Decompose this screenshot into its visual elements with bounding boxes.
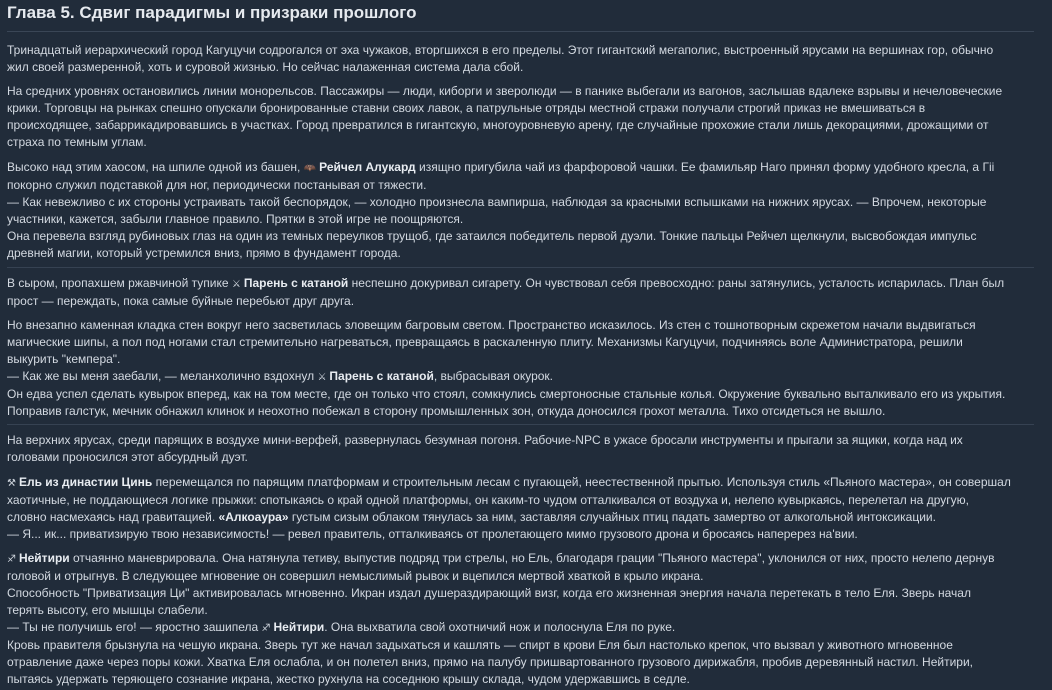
paragraph-city-intro (7, 42, 1032, 76)
text-line: В сыром, пропахшем ржавчиной тупике ⚔ Парень с катаной неспешно докуривал сигарету. Он чувствовал себя превосходно: раны затянулись, усталость испарилась. План был (7, 275, 1032, 293)
text-line: Он едва успел сделать кувырок вперед, как на том месте, где он только что стоял, сомкнулись смертоносные стальные колья. Окружение буквально выталкивало его из укрытия. (7, 387, 1006, 401)
bow-icon: ♐ (7, 554, 16, 565)
character-name-rachel: Рейчел Алукард (319, 160, 416, 174)
text-line: пытаясь удержать теряющего сознание икрана, жестко рухнула на соседнюю крышу склада, чудом удержавшись в седле. (7, 672, 690, 686)
paragraph-walls-glow (7, 317, 1032, 420)
text-line: На средних уровнях остановились линии монорельсов. Пассажиры — люди, киборги и зверолюди — в панике выбегали из вагонов, заслышав вдалеке взрывы и нечеловеческие (7, 84, 1003, 98)
text-line: крики. Торговцы на рынках спешно опускали бронированные ставни своих лавок, а патрульные отряды местной стражи получали строгий приказ не вмешиваться в (7, 101, 926, 115)
character-name-neytiri: Нейтири (18, 551, 70, 565)
text-line: ♐ Нейтири отчаянно маневрировала. Она натянула тетиву, выпустив подряд три стрелы, но Ель, благодаря грации "Пьяного мастера", уклонился от них, просто нелепо дернув (7, 550, 1032, 568)
text-line: Высоко над этим хаосом, на шпиле одной из башен, 🦇 Рейчел Алукард изящно пригубила чай из фарфоровой чашки. Ее фамильяр Наго принял форму удобного кресла, а Гii (7, 159, 1032, 177)
text-line: терять высоту, его мышцы слабели. (7, 603, 208, 617)
text-line: — Я... ик... приватизирую твою независимость! — ревел правитель, отталкиваясь от пролетающего мимо грузового дрона и бросаясь наперерез на'вии. (7, 527, 858, 541)
title-divider (7, 31, 1034, 32)
text-line: покорно служил подставкой для ног, периодически постанывая от тяжести. (7, 178, 427, 192)
character-name-neytiri: Нейтири (273, 620, 325, 634)
character-name-katana: Парень с катаной (329, 369, 434, 383)
paragraph-shipyards (7, 432, 1032, 466)
paragraph-neytiri (7, 550, 1032, 688)
character-name-elder: Ель из династии Цинь (18, 475, 153, 489)
text-line: — Как же вы меня заебали, — меланхолично вздохнул ⚔ Парень с катаной, выбрасывая окурок. (7, 368, 1032, 386)
skill-name-alcoaura: «Алкоаура» (218, 510, 289, 524)
section-divider (7, 267, 1034, 268)
text-line: выкурить "кемпера". (7, 352, 121, 366)
text-line: древней магии, который устремился вниз, прямо в фундамент города. (7, 246, 401, 260)
staff-icon: ⚒ (7, 478, 16, 489)
text-line: Способность "Приватизация Ци" активировалась мгновенно. Икран издал душераздирающий визг, когда его жизненная энергия начала перетекать в тело Еля. Зверь начал (7, 586, 971, 600)
text-line: Но внезапно каменная кладка стен вокруг него засветилась зловещим багровым светом. Пространство исказилось. Из стен с тошнотворным скрежетом начали выдвигаться (7, 318, 976, 332)
section-divider (7, 424, 1034, 425)
text-line: жил своей размеренной, хоть и суровой жизнью. Но сейчас налаженная система дала сбой. (7, 60, 524, 74)
text-line: отравление даже через поры кожи. Хватка Еля ослабла, и он полетел вниз, прямо на палубу пришвартованного грузового дирижабля, пробив деревянный настил. Нейтири, (7, 655, 974, 669)
text-line: словно насмехаясь над гравитацией. «Алкоаура» густым сизым облаком тянулась за ним, заставляя случайных птиц падать замертво от алкогольной интоксикации. (7, 510, 936, 524)
text-line: страха по темным углам. (7, 135, 147, 149)
katana-icon: ⚔ (231, 279, 241, 290)
paragraph-katana-alley (7, 275, 1032, 310)
text-line: участники, кажется, забыли главное правило. Прятки в этой игре не поощряются. (7, 212, 464, 226)
text-line: головами проносился этот абсурдный дуэт. (7, 450, 248, 464)
text-line: — Как невежливо с их стороны устраивать такой беспорядок, — холодно произнесла вампирша, наблюдая за красными вспышками на нижних ярусах. — Впрочем, некоторые (7, 195, 987, 209)
paragraph-monorail (7, 83, 1032, 151)
text-line: хаотичные, не поддающиеся логике прыжки: спотыкаясь о край одной платформы, он каким-то чудом отталкивался от воздуха и, нелепо кувыркаясь, перелетал на другую, (7, 493, 969, 507)
bow-icon: ♐ (261, 623, 271, 634)
text-line: — Ты не получишь его! — яростно зашипела ♐ Нейтири. Она выхватила свой охотничий нож и полоснула Еля по руке. (7, 619, 1032, 637)
text-line: прост — переждать, пока самые буйные перебьют друг друга. (7, 294, 355, 308)
paragraph-rachel (7, 159, 1032, 262)
character-name-katana: Парень с катаной (243, 276, 349, 290)
text-line: Она перевела взгляд рубиновых глаз на один из темных переулков трущоб, где затаился победитель первой дуэли. Тонкие пальцы Рейчел щелкнули, высвобождая импульс (7, 229, 977, 243)
text-line: Поправив галстук, мечник обнажил клинок и неохотно побежал в сторону промышленных зон, откуда доносился грохот металла. Тихо отсидеться не вышло. (7, 404, 886, 418)
text-line: головой и отрыгнув. В следующее мгновение он совершил немыслимый рывок и вцепился мертвой хваткой в крыло икрана. (7, 569, 704, 583)
chapter-title: Глава 5. Сдвиг парадигмы и призраки прошлого (7, 3, 417, 22)
text-line: Тринадцатый иерархический город Кагуцучи содрогался от эха чужаков, вторгшихся в его пределы. Этот гигантский мегаполис, выстроенный ярусами на вершинах гор, обычно (7, 43, 994, 57)
text-line: происходящее, забаррикадировавшись в участках. Город превратился в гигантскую, многоуровневую арену, где случайные прохожие стали лишь декорациями, дрожащими от (7, 118, 989, 132)
text-line: магические шипы, а пол под ногами стал стремительно нагреваться, превращаясь в раскаленную плиту. Механизмы Кагуцучи, подчиняясь воле Администратора, решили (7, 335, 963, 349)
bat-icon: 🦇 (303, 163, 317, 174)
katana-icon: ⚔ (317, 372, 327, 383)
paragraph-elder-chase (7, 474, 1032, 543)
text-line: ⚒ Ель из династии Цинь перемещался по парящим платформам и строительным лесам с пугающей, неестественной прытью. Используя стиль «Пьяного мастера», он совершал (7, 474, 1032, 492)
text-line: Кровь правителя брызнула на чешую икрана. Зверь тут же начал задыхаться и кашлять — спирт в крови Еля был настолько крепок, что вызвал у животного мгновенное (7, 638, 953, 652)
text-line: На верхних ярусах, среди парящих в воздухе мини-верфей, развернулась безумная погоня. Рабочие-NPC в ужасе бросали инструменты и прыгали за ящики, когда над их (7, 433, 963, 447)
